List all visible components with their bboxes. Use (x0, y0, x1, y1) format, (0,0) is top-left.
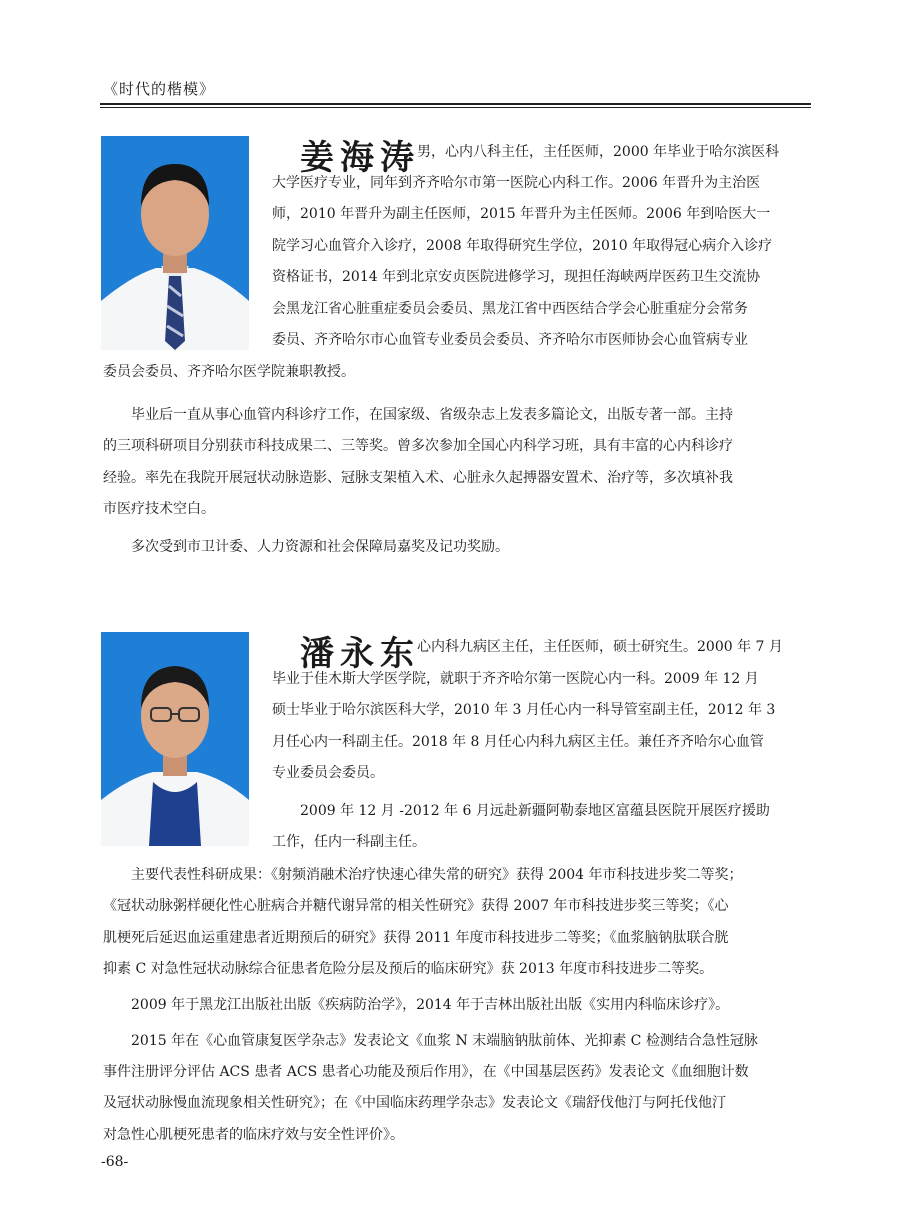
profile-2-para5-line-2: 事件注册评分评估 ACS 患者 ACS 患者心功能及预后作用》，在《中国基层医药》发表论文《血细胞计数 (103, 1064, 749, 1080)
profile-1-bio-tail: 委员会委员、齐齐哈尔医学院兼职教授。 (103, 364, 355, 380)
profile-2-bio-line-3: 硕士毕业于哈尔滨医科大学，2010 年 3 月任心内一科导管室副主任，2012 年 3 (272, 702, 776, 718)
profile-1-bio-line-4: 院学习心血管介入诊疗，2008 年取得研究生学位，2010 年取得冠心病介入诊疗 (272, 238, 773, 254)
header-rule-thick (100, 103, 811, 105)
profile-2-para5-line-4: 对急性心肌梗死患者的临床疗效与安全性评价》。 (103, 1127, 404, 1143)
profile-2-bio-line-2: 毕业于佳木斯大学医学院，就职于齐齐哈尔第一医院心内一科。2009 年 12 月 (272, 671, 759, 687)
header-rule-thin (100, 107, 811, 108)
profile-1-para2-line-2: 的三项科研项目分别获市科技成果二、三等奖。曾多次参加全国心内科学习班，具有丰富的心内科诊疗 (103, 438, 733, 454)
profile-2-bio-line-1: 心内科九病区主任，主任医师，硕士研究生。2000 年 7 月 (417, 639, 783, 655)
profile-2-name: 潘永东 (300, 634, 420, 674)
profile-1-bio-line-2: 大学医疗专业，同年到齐齐哈尔市第一医院心内科工作。2006 年晋升为主治医 (272, 175, 761, 191)
profile-1-bio-line-7: 委员、齐齐哈尔市心血管专业委员会委员、齐齐哈尔市医师协会心血管病专业 (272, 332, 748, 348)
profile-1-para2-line-1: 毕业后一直从事心血管内科诊疗工作，在国家级、省级杂志上发表多篇论文，出版专著一部。主持 (131, 407, 733, 423)
profile-2-para5-line-3: 及冠状动脉慢血流现象相关性研究》；在《中国临床药理学杂志》发表论文《瑞舒伐他汀与阿托伐他汀 (103, 1095, 726, 1111)
profile-1-bio-line-5: 资格证书，2014 年到北京安贞医院进修学习，现担任海峡两岸医药卫生交流协 (272, 269, 761, 285)
profile-2-para2-line-2: 工作，任内一科副主任。 (272, 834, 426, 850)
running-header: 《时代的楷模》 (103, 80, 216, 98)
profile-1-bio-line-3: 师，2010 年晋升为副主任医师，2015 年晋升为主任医师。2006 年到哈医大一 (272, 206, 771, 222)
profile-1-para3: 多次受到市卫计委、人力资源和社会保障局嘉奖及记功奖励。 (131, 539, 509, 555)
profile-2-para3-line-2: 《冠状动脉粥样硬化性心脏病合并糖代谢异常的相关性研究》获得 2007 年市科技进步奖三等奖；《心 (103, 898, 729, 914)
profile-1-bio-line-1: 男，心内八科主任，主任医师，2000 年毕业于哈尔滨医科 (417, 144, 780, 160)
portrait-photo-1 (101, 136, 249, 350)
page-number: -68- (101, 1154, 129, 1170)
profile-1-bio-line-6: 会黑龙江省心脏重症委员会委员、黑龙江省中西医结合学会心脏重症分会常务 (272, 301, 748, 317)
portrait-photo-2 (101, 632, 249, 846)
profile-1-name: 姜海涛 (300, 138, 420, 178)
profile-2-bio-line-5: 专业委员会委员。 (272, 765, 384, 781)
profile-2-para2-line-1: 2009 年 12 月 -2012 年 6 月远赴新疆阿勒泰地区富蕴县医院开展医疗援助 (300, 803, 770, 819)
profile-2-bio-line-4: 月任心内一科副主任。2018 年 8 月任心内科九病区主任。兼任齐齐哈尔心血管 (272, 734, 764, 750)
profile-2-para3-line-1: 主要代表性科研成果：《射频消融术治疗快速心律失常的研究》获得 2004 年市科技进步奖二等奖； (131, 867, 743, 883)
profile-2-para3-line-4: 抑素 C 对急性冠状动脉综合征患者危险分层及预后的临床研究》获 2013 年度市科技进步二等奖。 (103, 961, 714, 977)
profile-1-para2-line-3: 经验。率先在我院开展冠状动脉造影、冠脉支架植入术、心脏永久起搏器安置术、治疗等，多次填补我 (103, 470, 733, 486)
profile-2-para3-line-3: 肌梗死后延迟血运重建患者近期预后的研究》获得 2011 年度市科技进步二等奖；《血浆脑钠肽联合胱 (103, 930, 729, 946)
profile-2-para5-line-1: 2015 年在《心血管康复医学杂志》发表论文《血浆 N 末端脑钠肽前体、光抑素 C 检测结合急性冠脉 (131, 1033, 758, 1049)
profile-2-para4: 2009 年于黑龙江出版社出版《疾病防治学》，2014 年于吉林出版社出版《实用内科临床诊疗》。 (131, 997, 730, 1013)
profile-1-para2-line-4: 市医疗技术空白。 (103, 501, 215, 517)
